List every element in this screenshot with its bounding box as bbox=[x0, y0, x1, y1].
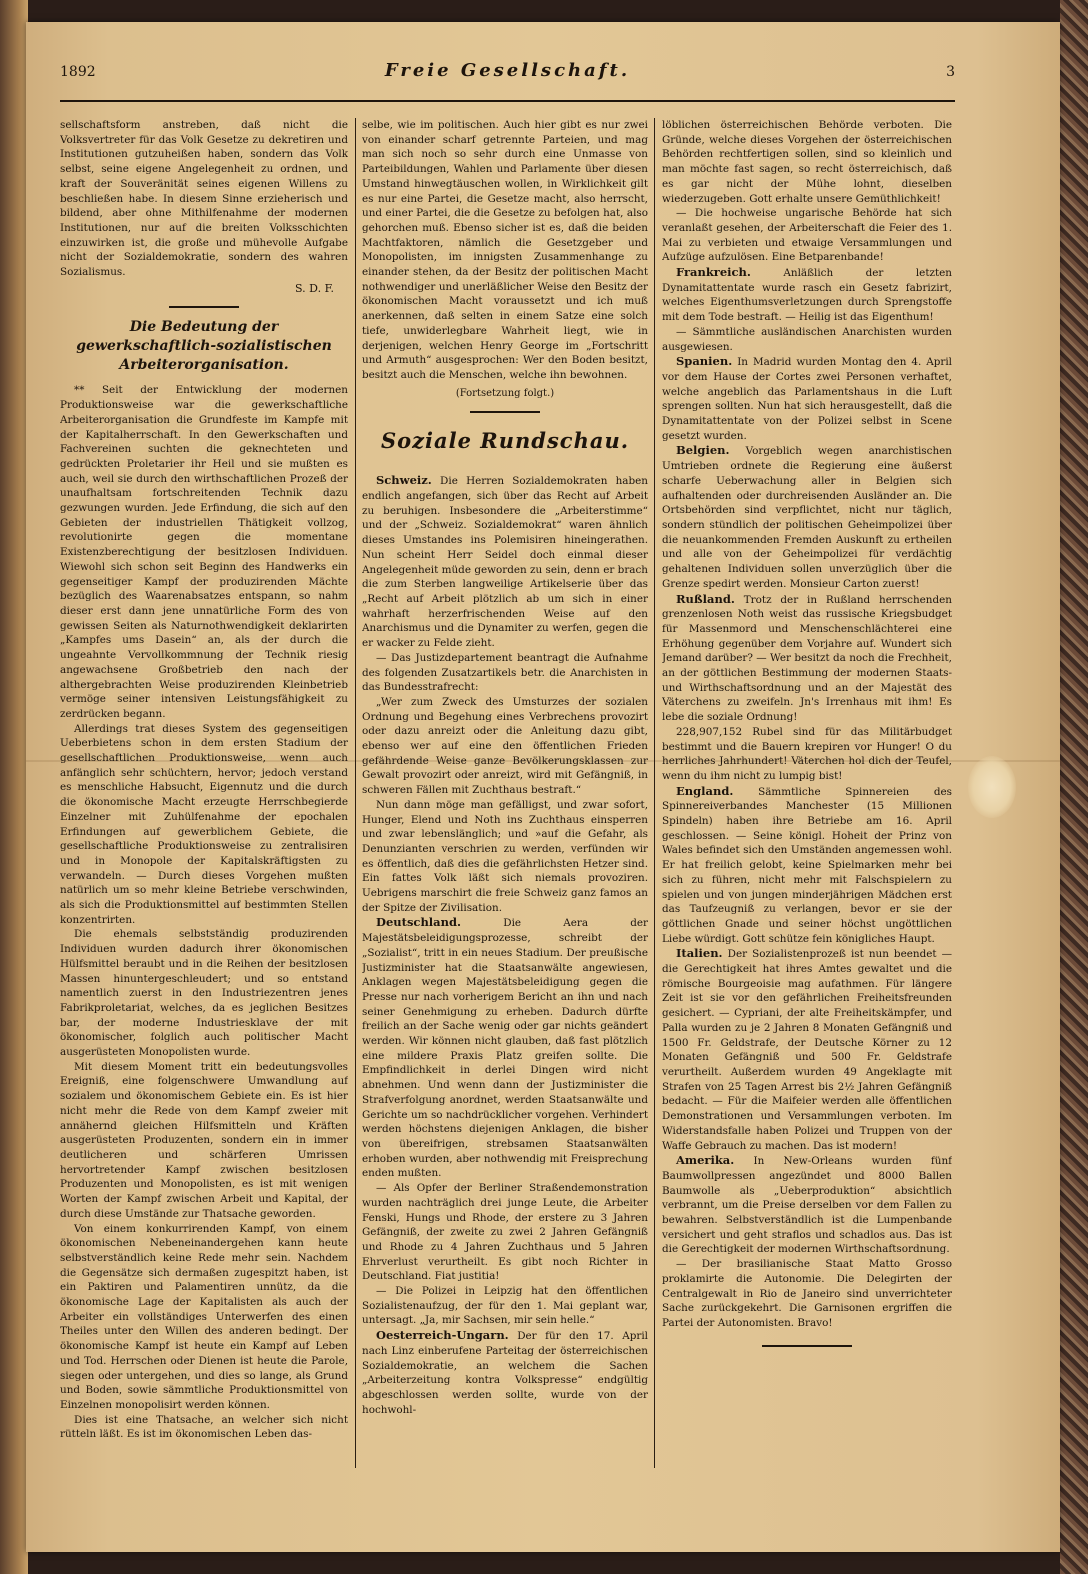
end-rule bbox=[762, 1345, 852, 1347]
country-heading: Schweiz. bbox=[376, 473, 432, 488]
continued-note: (Fortsetzung folgt.) bbox=[455, 387, 555, 399]
paragraph: Von einem konkurrirenden Kampf, von einem ökonomischen Nebeneinandergehen kann heute selbstverständlich keine Rede mehr sein. Nachdem die Gegensätze sich dermaßen zugespitzt haben, ist ein Paktiren und Palamentiren unnütz, da die ökonomische Lage der Kapitalisten als auch der Arbeiter ein vollständiges Unterwerfen des einen Theiles unter den Willen des anderen bedingt. Der ökonomische Kampf ist heute ein Kampf auf Leben und Tod. Herrschen oder Dienen ist heute die Parole, siegen oder untergehen, und dies so lange, als Grund und Boden, sowie sämmtliche Produktionsmittel von Einzelnen monopolisirt werden können. bbox=[60, 1222, 348, 1411]
paragraph: selbe, wie im politischen. Auch hier gibt es nur zwei von einander scharf getrennte Parteien, und mag man sich noch so sehr durch eine Unmasse von Parteibildungen, Wahlen und Parlamente über diesen Umstand hinwegtäuschen wollen, in Wirklichkeit gilt es nur eine Partei, die Gesetze macht, also herrscht, und einer Partei, die die Gesetze zu befolgen hat, also gehorchen muß. Ebenso sicher ist es, daß die beiden Machtfaktoren, nämlich die Gesetzgeber und Monopolisten, im innigsten Zusammenhange zu einander stehen, da der Besitz der politischen Macht nothwendiger und unerläßlicher Weise den Besitz der ökonomischen Macht voraussetzt und ich muß anerkennen, daß selten in einem Satze eine solch tiefe, unwiderlegbare Wahrheit liegt, wie in derjenigen, welchen Henry George im „Fortschritt und Armuth“ ausgesprochen: Wer den Boden besitzt, besitzt auch die Menschen, welche ihn bewohnen. bbox=[362, 119, 648, 381]
header-year: 1892 bbox=[60, 64, 96, 80]
country-heading: Amerika. bbox=[676, 1153, 735, 1168]
header-rule bbox=[60, 100, 955, 102]
news-text: Die Herren Sozialdemokraten haben endlich angefangen, sich über das Recht auf Arbeit zu beruhigen. Insbesondere die „Arbeiterstimme“ und der „Schweiz. Sozialdemokrat“ waren ähnlich dieses Umstandes ins Polemisiren hineingerathen. Nun scheint Herr Seidel doch einmal dieser Angelegenheit müde geworden zu sein, denn er brach die zum Sterben langweilige Artikelserie über das „Recht auf Arbeit plötzlich ab um sich in einer wahrhaft herzerfrischenden Weise auf den Anarchismus und die Dynamiter zu werfen, gegen die er wacker zu Felde zieht. bbox=[362, 475, 648, 650]
page-number: 3 bbox=[946, 64, 955, 80]
paragraph: Die ehemals selbstständig produzirenden Individuen wurden dadurch ihrer ökonomischen Hülfsmittel beraubt und in die Reihen der besitzlosen Massen hinuntergeschleudert; und so entstand namentlich zuerst in den Industriezentren jenes Fabrikproletariat, welches, da es jeglichen Besitzes bar, der moderne Industriesklave der mit ökonomischer, folglich auch politischer Macht ausgerüsteten Monopolisten wurde. bbox=[60, 928, 348, 1059]
country-heading: Italien. bbox=[676, 946, 723, 961]
paragraph: Allerdings trat dieses System des gegenseitigen Ueberbietens schon in dem ersten Stadium der gesellschaftlichen Produktionsweise, wenn auch anfänglich sehr schüchtern, hervor; jedoch verstand es menschliche Habsucht, Eigennutz und die durch die ökonomische Macht erzeugte Herrschbegierde Einzelner mit Zuhülfenahme der epochalen Erfindungen auf gewerblichem Gebiete, die gesellschaftliche Produktionsweise zu zentralisiren und in Monopole der Kapitalskräftigsten zu verwandeln. — Durch dieses Vorgehen mußten natürlich um so mehr kleine Betriebe verschwinden, als sich die Produktionsmittel auf bestimmten Stellen konzentrirten. bbox=[60, 722, 348, 926]
news-text: Anläßlich der letzten Dynamitattentate wurde rasch ein Gesetz fabrizirt, welches Eigenthumsverletzungen durch Sprengstoffe mit dem Tode bestraft. — Heilig ist das Eigenthum! bbox=[662, 267, 952, 324]
paper-damage bbox=[968, 756, 1016, 818]
article-title: Die Bedeutung der gewerkschaftlich-sozialistischen Arbeiterorganisation. bbox=[76, 319, 332, 374]
country-heading: England. bbox=[676, 783, 734, 798]
country-heading: Belgien. bbox=[676, 443, 730, 458]
news-text: In Madrid wurden Montag den 4. April vor dem Hause der Cortes zwei Personen verhaftet, welche angeblich das Parlamentshaus in die Luft sprengen sollten. Nun hat sich herausgestellt, daß die Dynamitattentate von der Polizei selbst in Scene gesetzt wurden. bbox=[662, 356, 952, 442]
section-title: Soziale Rundschau. bbox=[380, 428, 630, 454]
news-text: Sämmtliche Spinnereien des Spinnereiverbandes Manchester (15 Millionen Spindeln) haben ihre Betriebe am 16. April geschlossen. — Seine königl. Hoheit der Prinz von Wales befindet sich den Umständen angemessen wohl. Er hat freilich gelobt, keine Spielmarken mehr bei sich zu führen, nicht mehr mit Falschspielern zu spielen und von jungen minderjährigen Mädchen erst das Taufzeugniß zu verlangen, bevor er sie der göttlichen Gnade und seiner höchst ungöttlichen Liebe würdigt. Gott schütze fein königliches Haupt. bbox=[662, 785, 952, 945]
news-quote: „Wer zum Zweck des Umsturzes der sozialen Ordnung und Begehung eines Verbrechens provozirt oder dazu anreizt oder die Anleitung dazu gibt, ebenso wer auf eine den öffentlichen Frieden gefährdende Weise ganze Bevölkerungsklassen zur Gewalt provozirt oder anreizt, wird mit Gefängniß, in schweren Fällen mit Zuchthaus bestraft.“ bbox=[362, 695, 648, 797]
news-text: — Als Opfer der Berliner Straßendemonstration wurden nachträglich drei junge Leute, die Arbeiter Fenski, Hungs und Rhode, der erstere zu 3 Jahren Gefängniß, der zweite zu zwei 2 Jahren Gefängniß und Rhode zu 4 Jahren Zuchthaus und 5 Jahren Ehrverlust verurtheilt. Es gibt noch Richter in Deutschland. Fiat justitia! bbox=[362, 1182, 648, 1283]
section-divider bbox=[470, 411, 540, 413]
news-text: löblichen österreichischen Behörde verboten. Die Gründe, welche dieses Vorgehen der österreichischen Behörden rechtfertigen sollen, sind so kleinlich und man möchte fast sagen, so recht österreichisch, daß es gar nicht der Mühe lohnt, dieselben wiederzugeben. Gott erhalte unsere Gemüthlichkeit! bbox=[662, 119, 952, 205]
column-divider bbox=[654, 118, 655, 1468]
column-divider bbox=[355, 118, 356, 1468]
news-text: Die Aera der Majestätsbeleidigungsprozesse, schreibt der „Sozialist“, tritt in ein neues Stadium. Der preußische Justizminister hat die Staatsanwälte angewiesen, Anklagen wegen Majestätsbeleidigung gegen die Presse nur nach vorherigem Bericht an ihn und nach seiner Genehmigung zu erheben. Dadurch dürfte freilich an der Sache wenig oder gar nichts geändert werden. Wir können nicht glauben, daß fast plötzlich eine mildere Praxis Platz greifen sollte. Die Empfindlichkeit in derlei Dingen wird nicht abnehmen. Und wenn dann der Justizminister die Strafverfolgung anordnet, werden Staatsanwälte und Gerichte um so nachdrücklicher vorgehen. Verhindert werden höchstens diejenigen Anklagen, die bisher von übereifrigen, strebsamen Staatsanwälten erhoben wurden, aber nothwendig mit Freisprechung enden mußten. bbox=[362, 917, 648, 1180]
news-text: Vorgeblich wegen anarchistischen Umtrieben ordnete die Regierung eine äußerst scharfe Ueberwachung aller in Belgien sich aufhaltenden oder durchreisenden Ausländer an. Die Ortsbehörden sind verpflichtet, nicht nur täglich, sondern stündlich der politischen Geheimpolizei über die neuankommenden Fremden Auskunft zu ertheilen und alle von der Geheimpolizei für verdächtig gehaltenen Individuen sollen unverzüglich über die Grenze spedirt werden. Monsieur Carton zuerst! bbox=[662, 445, 952, 590]
page-header bbox=[60, 60, 955, 90]
masthead-title: Freie Gesellschaft. bbox=[384, 60, 631, 81]
intro-paragraph: sellschaftsform anstreben, daß nicht die Volksvertreter für das Volk Gesetze zu dekretiren und Institutionen gutzuheißen haben, sondern das Volk selbst, seine eigene Angelegenheit zu ordnen, und kraft der Souveränität seines eigenen Willens zu beschließen habe. In diesem Sinne erzieherisch und bildend, aber ohne Mithilfenahme der modernen Institutionen, nur auf die breiten Volksschichten einzuwirken ist, die große und mühevolle Aufgabe nicht der Sozialdemokratie, sondern des wahren Sozialismus. bbox=[60, 119, 348, 279]
country-heading: Spanien. bbox=[676, 354, 733, 369]
article-divider bbox=[169, 306, 239, 308]
news-text: Nun dann möge man gefälligst, und zwar sofort, Hunger, Elend und Noth ins Zuchthaus einsperren und zwar lebenslänglich; und »auf die Gefahr, als Denunzianten verschrien zu werden, verfünden wir es öffentlich, daß dies die gefährlichsten Hetzer sind. Ein fattes Volk läßt sich niemals provoziren. Uebrigens marschirt die freie Schweiz ganz famos an der Spitze der Zivilisation. bbox=[362, 798, 648, 914]
news-text: 228,907,152 Rubel sind für das Militärbudget bestimmt und die Bauern krepiren vor Hunger! O du herrliches Jahrhundert! Väterchen hol dich der Teufel, wenn du ihm nicht zu lumpig bist! bbox=[662, 725, 952, 782]
column-2 bbox=[362, 118, 648, 1458]
news-text: — Das Justizdepartement beantragt die Aufnahme des folgenden Zusatzartikels betr. die Anarchisten in das Bundesstrafrecht: bbox=[362, 651, 648, 694]
news-text: Trotz der in Rußland herrschenden grenzenlosen Noth weist das russische Kriegsbudget für Massenmord und Menschenschlächterei eine Erhöhung gegenüber dem Vorjahre auf. Wundert sich Jemand darüber? — Wer besitzt da noch die Frechheit, an der göttlichen Bestimmung der modernen Staats- und Wirthschaftsordnung und an der Majestät des Väterchens zu zweifeln. Jn's Irrenhaus mit ihm! Es lebe die soziale Ordnung! bbox=[662, 593, 952, 724]
author-signature: S. D. F. bbox=[295, 281, 334, 295]
news-text: — Die hochweise ungarische Behörde hat sich veranlaßt gesehen, der Arbeiterschaft die Feier des 1. Mai zu verbieten und etwaige Versammlungen und Aufzüge aufzulösen. Eine Betparenbande! bbox=[662, 207, 952, 264]
binding-edge bbox=[1060, 0, 1088, 1574]
news-text: Der für den 17. April nach Linz einberufene Parteitag der österreichischen Sozialdemokratie, an welchem die Sachen „Arbeiterzeitung kontra Volkspresse“ endgültig abgeschlossen werden sollte, wurde von der hochwohl- bbox=[362, 1330, 648, 1416]
paragraph: ** Seit der Entwicklung der modernen Produktionsweise war die gewerkschaftliche Arbeiterorganisation die Grundfeste im Kampfe mit der Kapitalherrschaft. In den Gewerkschaften und Fachvereinen suchten die geknechteten und gedrückten Proletarier ihr Heil und sie mußten es auch, weil sie durch den wirthschaftlichen Prozeß der unaufhaltsam fortschreitenden Technik dazu gezwungen wurden. Jede Erfindung, die sich auf den Gebieten der industriellen Thätigkeit vollzog, revolutionirte gegen die momentane Existenzberechtigung der besitzlosen Individuen. Wiewohl sich schon seit Beginn des Handwerks ein gegenseitiger Kampf der produzirenden Mächte bezüglich des Waarenabsatzes entspann, so nahm dieser erst dann jene unnatürliche Form des von gewissen Seiten als Naturnothwendigkeit deklarirten „Kampfes ums Dasein“ an, als der durch die ungeahnte Vervollkommnung der Technik riesig angewachsene Großbetrieb den nach der althergebrachten Weise produzirenden Kleinbetrieb vermöge seiner intensiven Leistungsfähigkeit zu zerdrücken begann. bbox=[60, 384, 348, 720]
country-heading: Deutschland. bbox=[376, 915, 462, 930]
column-3 bbox=[662, 118, 952, 1458]
paragraph: Mit diesem Moment tritt ein bedeutungsvolles Ereigniß, eine folgenschwere Umwandlung auf sozialem und ökonomischem Gebiete ein. Es ist hier nicht mehr die Rede von dem Kampf zweier mit annähernd gleichen Hilfsmitteln und Kräften ausgerüsteten Produzenten, sondern ein in immer deutlicheren und schärferen Umrissen hervortretender Kampf zwischen besitzlosen Produzenten und Monopolisten, es ist mit wenigen Worten der Kampf zwischen Arbeit und Kapital, der durch diese Umstände zur Thatsache geworden. bbox=[60, 1060, 348, 1220]
column-1 bbox=[60, 118, 348, 1458]
news-text: Der Sozialistenprozeß ist nun beendet — die Gerechtigkeit hat ihres Amtes gewaltet und die römische Bourgeoisie mag aufathmen. Für längere Zeit ist sie vor den gefährlichen Freiheitsfreunden gesichert. — Cypriani, der alte Freiheitskämpfer, und Palla wurden zu je 2 Jahren 8 Monaten Gefängniß und 1500 Fr. Geldstrafe, der Deutsche Körner zu 12 Monaten Gefängniß und 500 Fr. Geldstrafe verurtheilt. Außerdem wurden 49 Angeklagte mit Strafen von 25 Tagen Arrest bis 2½ Jahren Gefängniß bedacht. — Für die Maifeier werden alle öffentlichen Demonstrationen und Versammlungen verboten. Im Widerstandsfalle haben Polizei und Truppen von der Waffe Gebrauch zu machen. Das ist modern! bbox=[662, 948, 952, 1152]
country-heading: Rußland. bbox=[676, 591, 735, 606]
country-heading: Frankreich. bbox=[676, 265, 751, 280]
news-text: — Die Polizei in Leipzig hat den öffentlichen Sozialistenaufzug, der für den 1. Mai geplant war, untersagt. „Ja, mir Sachsen, mir sein helle.“ bbox=[362, 1285, 648, 1327]
news-text: — Der brasilianische Staat Matto Grosso proklamirte die Autonomie. Die Delegirten der Centralgewalt in Rio de Janeiro sind unverrichteter Sache zurückgekehrt. Die Garnisonen ergriffen die Partei der Autonomisten. Bravo! bbox=[662, 1258, 952, 1329]
country-heading: Oesterreich-Ungarn. bbox=[376, 1328, 509, 1343]
news-text: In New-Orleans wurden fünf Baumwollpressen angezündet und 8000 Ballen Baumwolle als „Ueberproduktion“ absichtlich verbrannt, um die Preise derselben vor dem Fallen zu bewahren. Selbstverständlich ist die Lumpenbande versichert und geht straflos und schadlos aus. Das ist die Gerechtigkeit der modernen Wirthschaftsordnung. bbox=[662, 1155, 952, 1256]
paragraph: Dies ist eine Thatsache, an welcher sich nicht rütteln läßt. Es ist im ökonomischen Leben das- bbox=[60, 1413, 348, 1441]
book-spine bbox=[0, 0, 28, 1574]
news-text: — Sämmtliche ausländischen Anarchisten wurden ausgewiesen. bbox=[662, 325, 952, 353]
